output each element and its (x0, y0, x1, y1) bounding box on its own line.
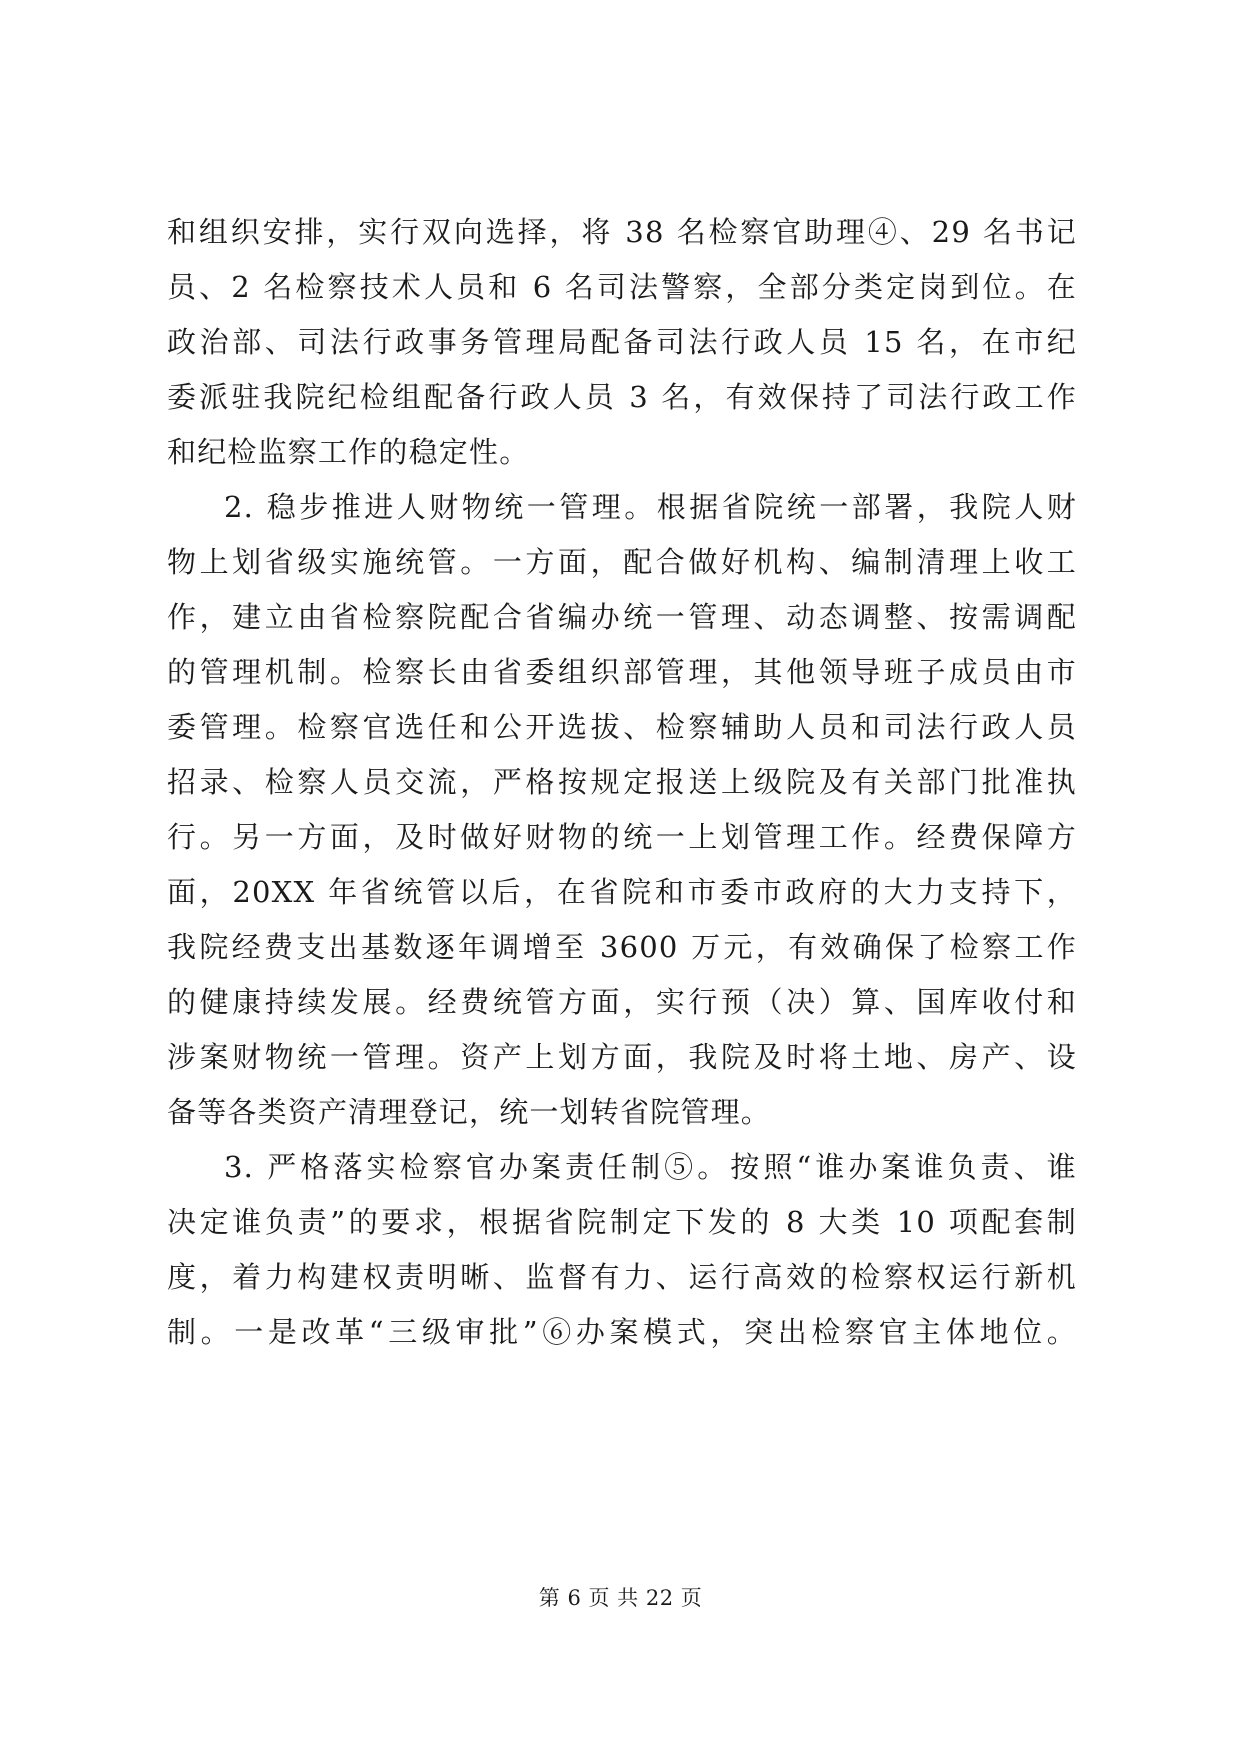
text-line: 物上划省级实施统管。一方面，配合做好机构、编制清理上收工 (167, 545, 1077, 579)
text-line: 决定谁负责”的要求，根据省院制定下发的 8 大类 10 项配套制 (167, 1205, 1077, 1239)
text-line: 的健康持续发展。经费统管方面，实行预（决）算、国库收付和 (167, 985, 1077, 1019)
text-line: 的管理机制。检察长由省委组织部管理，其他领导班子成员由市 (167, 655, 1077, 689)
text-line: 和纪检监察工作的稳定性。 (167, 435, 530, 469)
text-line: 委派驻我院纪检组配备行政人员 3 名，有效保持了司法行政工作 (167, 380, 1077, 414)
text-line: 面，20XX 年省统管以后，在省院和市委市政府的大力支持下， (167, 875, 1077, 909)
text-line: 度，着力构建权责明晰、监督有力、运行高效的检察权运行新机 (167, 1260, 1077, 1294)
text-line: 政治部、司法行政事务管理局配备司法行政人员 15 名，在市纪 (167, 325, 1077, 359)
text-line: 作，建立由省检察院配合省编办统一管理、动态调整、按需调配 (167, 600, 1077, 634)
text-line: 招录、检察人员交流，严格按规定报送上级院及有关部门批准执 (167, 765, 1077, 799)
text-line: 员、2 名检察技术人员和 6 名司法警察，全部分类定岗到位。在 (167, 270, 1077, 304)
text-line: 委管理。检察官选任和公开选拔、检察辅助人员和司法行政人员 (167, 710, 1077, 744)
text-line: 和组织安排，实行双向选择，将 38 名检察官助理④、29 名书记 (167, 215, 1077, 249)
text-line: 备等各类资产清理登记，统一划转省院管理。 (167, 1095, 772, 1129)
page-number-footer: 第 6 页 共 22 页 (538, 1586, 703, 1610)
text-line: 行。另一方面，及时做好财物的统一上划管理工作。经费保障方 (167, 820, 1077, 854)
text-line: 涉案财物统一管理。资产上划方面，我院及时将土地、房产、设 (167, 1040, 1077, 1074)
text-line: 我院经费支出基数逐年调增至 3600 万元，有效确保了检察工作 (167, 930, 1077, 964)
text-line: 制。一是改革“三级审批”⑥办案模式，突出检察官主体地位。 (167, 1315, 1077, 1349)
paragraph-start-line: 2. 稳步推进人财物统一管理。根据省院统一部署，我院人财 (224, 490, 1077, 524)
paragraph-start-line: 3. 严格落实检察官办案责任制⑤。按照“谁办案谁负责、谁 (224, 1150, 1077, 1184)
